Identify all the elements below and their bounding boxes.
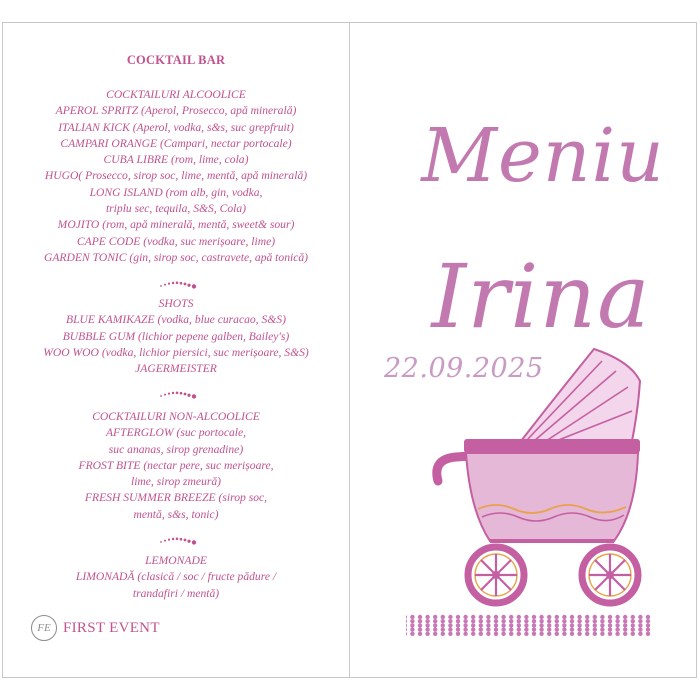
decorative-dot	[410, 619, 414, 623]
decorative-dot	[600, 619, 604, 623]
decorative-dot	[623, 615, 627, 619]
decorative-dot	[486, 619, 490, 623]
decorative-dot	[494, 619, 498, 623]
menu-item: AFTERGLOW (suc portocale,	[105, 426, 247, 440]
menu-left-panel	[2, 22, 350, 678]
decorative-dot	[471, 627, 475, 631]
decorative-dot	[456, 619, 460, 623]
decorative-dot	[410, 627, 414, 631]
decorative-dot	[608, 632, 612, 636]
decorative-dot	[441, 619, 445, 623]
decorative-dot	[539, 619, 543, 623]
decorative-dot	[517, 623, 521, 627]
decorative-dot	[532, 619, 536, 623]
decorative-dot	[517, 615, 521, 619]
brand-monogram-icon: FE	[31, 615, 57, 641]
decorative-dot	[456, 627, 460, 631]
decorative-dot	[463, 627, 467, 631]
decorative-dot	[638, 615, 642, 619]
menu-item: CUBA LIBRE (rom, lime, cola)	[103, 153, 249, 167]
menu-item: JAGERMEISTER	[135, 362, 217, 376]
decorative-dot	[418, 632, 422, 636]
cover-title-menu: Meniu	[421, 113, 665, 199]
decorative-dot	[456, 615, 460, 619]
cover-title-name: Irina	[431, 245, 651, 348]
menu-item: mentă, s&s, tonic)	[133, 507, 219, 521]
decorative-dot	[433, 623, 437, 627]
decorative-dot	[562, 632, 566, 636]
brand-logo	[31, 615, 160, 641]
menu-item: triplu sec, tequila, S&S, Cola)	[105, 202, 247, 216]
decorative-dot	[539, 623, 543, 627]
decorative-dot	[600, 627, 604, 631]
decorative-dot	[448, 623, 452, 627]
decorative-dot	[425, 623, 429, 627]
decorative-dot	[593, 632, 597, 636]
decorative-dot	[570, 627, 574, 631]
section-heading: SHOTS	[158, 297, 194, 310]
decorative-dot	[524, 627, 528, 631]
brand-name: FIRST EVENT	[63, 619, 160, 636]
menu-item: LIMONADĂ (clasică / soc / fructe pădure /	[75, 570, 277, 584]
decorative-dot	[418, 627, 422, 631]
decorative-dot	[623, 627, 627, 631]
section-heading: COCKTAILURI NON-ALCOOLICE	[92, 410, 260, 423]
decorative-dot	[418, 619, 422, 623]
menu-item: MOJITO (rom, apă minerală, mentă, sweet& sour)	[57, 218, 295, 232]
decorative-dot	[646, 627, 650, 631]
decorative-dot	[517, 627, 521, 631]
menu-item: lime, sirop zmeură)	[130, 475, 222, 489]
decorative-dot	[600, 632, 604, 636]
menu-item: WOO WOO (vodka, lichior piersici, suc merișoare, S&S)	[43, 345, 309, 359]
decorative-dot	[509, 632, 513, 636]
decorative-dot	[615, 619, 619, 623]
decorative-dot	[501, 619, 505, 623]
decorative-dot	[600, 623, 604, 627]
section-lemonade	[3, 553, 349, 602]
decorative-dot	[471, 632, 475, 636]
decorative-dot	[547, 627, 551, 631]
menu-item: ITALIAN KICK (Aperol, vodka, s&s, suc grepfruit)	[58, 120, 294, 134]
decorative-dot	[494, 623, 498, 627]
decorative-dot	[615, 623, 619, 627]
decorative-dot	[608, 615, 612, 619]
decorative-dot	[547, 623, 551, 627]
menu-item: BUBBLE GUM (lichior pepene galben, Bailey's)	[62, 329, 290, 343]
decorative-dot	[433, 615, 437, 619]
decorative-dot	[577, 615, 581, 619]
decorative-dot	[463, 615, 467, 619]
decorative-dot	[539, 615, 543, 619]
decorative-dot	[585, 627, 589, 631]
baby-carriage-icon	[406, 341, 678, 641]
decorative-dot	[555, 627, 559, 631]
menu-item: APEROL SPRITZ (Aperol, Prosecco, apă minerală)	[55, 104, 297, 118]
decorative-dot	[441, 632, 445, 636]
decorative-dot	[486, 615, 490, 619]
decorative-dot	[418, 615, 422, 619]
decorative-dot	[509, 619, 513, 623]
decorative-dot	[555, 615, 559, 619]
decorative-dot	[593, 619, 597, 623]
decorative-dot	[418, 623, 422, 627]
decorative-dot	[479, 632, 483, 636]
dotted-separator-icon	[159, 277, 199, 291]
event-date: 22.09.2025	[384, 353, 544, 384]
decorative-dot	[585, 619, 589, 623]
decorative-dot	[410, 623, 414, 627]
decorative-dot	[631, 623, 635, 627]
decorative-dot	[494, 615, 498, 619]
section-shots	[3, 296, 349, 377]
dotted-separator-icon	[159, 387, 199, 401]
menu-item: CAMPARI ORANGE (Campari, nectar portocale)	[60, 136, 292, 150]
decorative-dot	[562, 623, 566, 627]
decorative-dot	[524, 632, 528, 636]
decorative-dot	[631, 615, 635, 619]
decorative-dot	[425, 627, 429, 631]
decorative-dot	[463, 623, 467, 627]
decorative-dot	[562, 627, 566, 631]
decorative-dot	[441, 627, 445, 631]
decorative-dot	[585, 615, 589, 619]
decorative-dot	[585, 632, 589, 636]
decorative-dot	[577, 619, 581, 623]
decorative-dot	[623, 619, 627, 623]
decorative-dot	[532, 627, 536, 631]
decorative-dot	[463, 632, 467, 636]
menu-item: GARDEN TONIC (gin, sirop soc, castravete, apă tonică)	[43, 250, 309, 264]
decorative-dot	[638, 627, 642, 631]
decorative-dot	[479, 619, 483, 623]
decorative-dot	[577, 632, 581, 636]
decorative-dot	[646, 615, 650, 619]
decorative-dot	[555, 619, 559, 623]
section-non-alcoholic	[3, 409, 349, 523]
decorative-dot	[524, 623, 528, 627]
decorative-dot	[615, 632, 619, 636]
decorative-dot	[547, 615, 551, 619]
decorative-dot	[555, 623, 559, 627]
decorative-dot	[517, 619, 521, 623]
decorative-dot	[638, 623, 642, 627]
menu-item: HUGO( Prosecco, sirop soc, lime, mentă, apă minerală)	[44, 169, 308, 183]
decorative-dot	[532, 623, 536, 627]
decorative-dot	[425, 632, 429, 636]
section-heading: LEMONADE	[145, 554, 207, 567]
decorative-dot	[479, 615, 483, 619]
decorative-dot	[562, 619, 566, 623]
decorative-dot	[448, 632, 452, 636]
decorative-dot	[501, 615, 505, 619]
decorative-dot	[494, 632, 498, 636]
decorative-dot	[547, 619, 551, 623]
decorative-dot	[593, 615, 597, 619]
decorative-dot	[646, 619, 650, 623]
decorative-dot	[479, 627, 483, 631]
decorative-dot	[608, 627, 612, 631]
decorative-dot	[448, 619, 452, 623]
dotted-separator-icon	[159, 533, 199, 547]
decorative-dot	[577, 623, 581, 627]
decorative-dot	[555, 632, 559, 636]
section-heading: COCKTAILURI ALCOOLICE	[106, 88, 246, 101]
menu-item: FROST BITE (nectar pere, suc merișoare,	[78, 458, 274, 472]
decorative-dot	[524, 619, 528, 623]
decorative-dot	[631, 632, 635, 636]
decorative-dot	[539, 627, 543, 631]
decorative-dot	[406, 623, 407, 627]
decorative-dot	[524, 615, 528, 619]
decorative-dot	[406, 627, 407, 631]
section-alcoholic-cocktails	[3, 87, 349, 266]
decorative-dot	[509, 627, 513, 631]
decorative-dot	[479, 623, 483, 627]
decorative-dot	[410, 615, 414, 619]
decorative-dot	[646, 632, 650, 636]
decorative-dot	[638, 619, 642, 623]
decorative-dot	[638, 632, 642, 636]
decorative-dot	[406, 632, 407, 636]
decorative-dot	[562, 615, 566, 619]
decorative-dot	[501, 623, 505, 627]
decorative-dot	[600, 615, 604, 619]
decorative-dot	[471, 619, 475, 623]
decorative-dot	[608, 623, 612, 627]
decorative-dot	[570, 619, 574, 623]
decorative-dot	[509, 623, 513, 627]
decorative-dot	[509, 615, 513, 619]
decorative-dot	[433, 627, 437, 631]
menu-cover-panel	[349, 22, 697, 678]
menu-item: LONG ISLAND (rom alb, gin, vodka,	[89, 185, 263, 199]
decorative-dot	[448, 615, 452, 619]
decorative-dot	[501, 627, 505, 631]
menu-item: trandafiri / mentă)	[132, 586, 220, 600]
cocktail-bar-title: COCKTAIL BAR	[126, 53, 226, 67]
decorative-dot	[615, 615, 619, 619]
decorative-dot	[471, 623, 475, 627]
menu-item: CAPE CODE (vodka, suc merișoare, lime)	[76, 234, 276, 248]
decorative-dot	[623, 623, 627, 627]
decorative-dot	[593, 627, 597, 631]
decorative-dot	[539, 632, 543, 636]
decorative-dot	[608, 619, 612, 623]
decorative-dot	[570, 615, 574, 619]
decorative-dot	[410, 632, 414, 636]
decorative-dot	[615, 627, 619, 631]
decorative-dot	[406, 619, 407, 623]
decorative-dot	[433, 632, 437, 636]
decorative-dot	[425, 615, 429, 619]
decorative-dot	[463, 619, 467, 623]
decorative-dot	[441, 615, 445, 619]
decorative-dot	[585, 623, 589, 627]
menu-item: BLUE KAMIKAZE (vodka, blue curacao, S&S)	[66, 313, 286, 327]
decorative-dot	[456, 632, 460, 636]
decorative-dot	[441, 623, 445, 627]
decorative-dot	[623, 632, 627, 636]
decorative-dot	[486, 632, 490, 636]
decorative-dot	[448, 627, 452, 631]
decorative-dot	[547, 632, 551, 636]
decorative-dot	[532, 632, 536, 636]
menu-item: suc ananas, sirop grenadine)	[108, 442, 244, 456]
decorative-dot	[471, 615, 475, 619]
decorative-dot	[456, 623, 460, 627]
decorative-dot	[631, 627, 635, 631]
decorative-dot	[501, 632, 505, 636]
decorative-dot	[532, 615, 536, 619]
decorative-dot	[570, 632, 574, 636]
decorative-dot	[631, 619, 635, 623]
decorative-dot	[577, 627, 581, 631]
menu-item: FRESH SUMMER BREEZE (sirop soc,	[84, 491, 268, 505]
decorative-dot	[593, 623, 597, 627]
decorative-dot	[486, 627, 490, 631]
decorative-dot	[517, 632, 521, 636]
decorative-dot	[433, 619, 437, 623]
decorative-dot	[646, 623, 650, 627]
decorative-dot	[494, 627, 498, 631]
decorative-dot	[570, 623, 574, 627]
decorative-dot	[406, 615, 407, 619]
decorative-dot	[425, 619, 429, 623]
decorative-dot	[486, 623, 490, 627]
